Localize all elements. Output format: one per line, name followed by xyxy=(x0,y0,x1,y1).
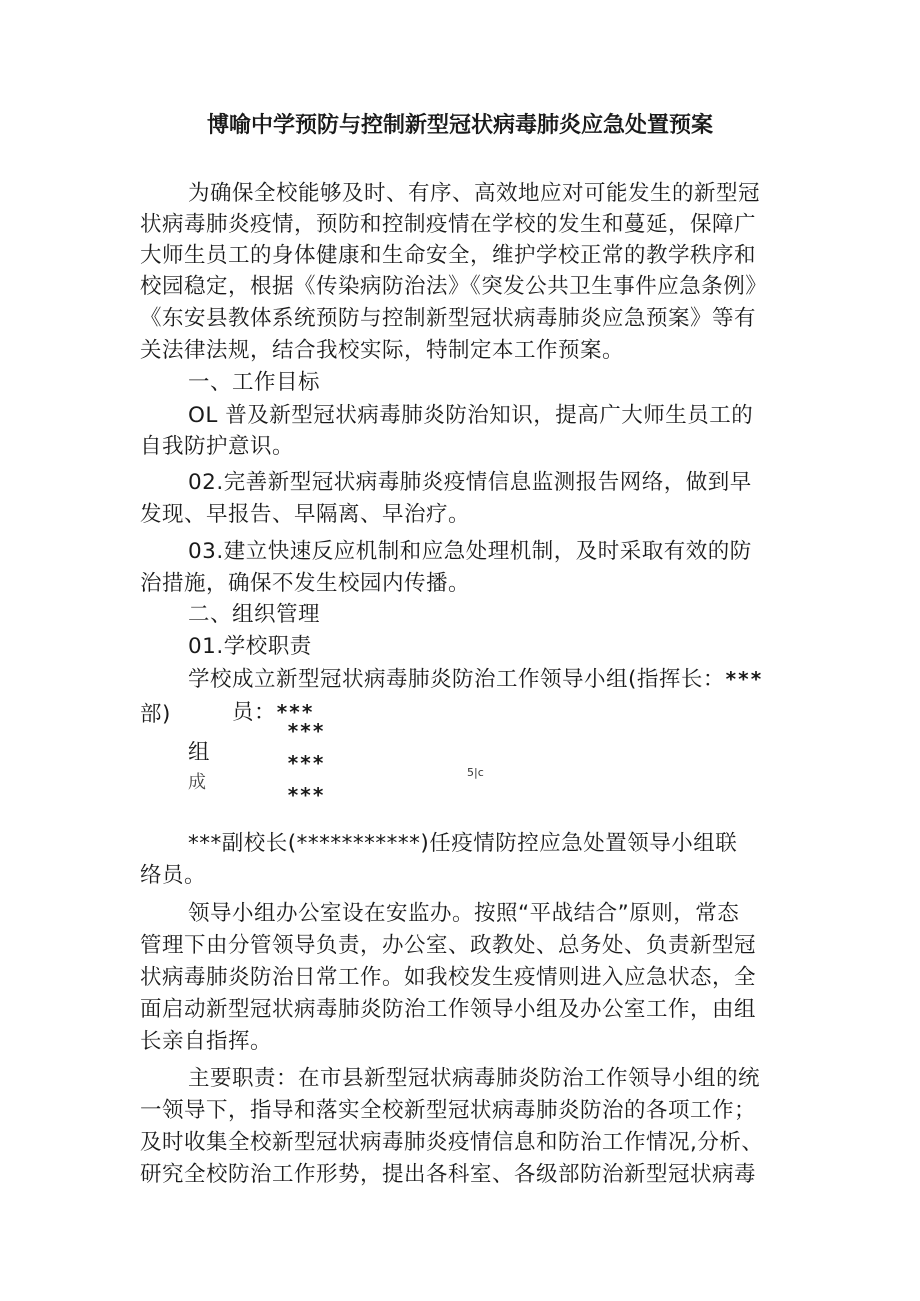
office-line-2: 管理下由分管领导负责，办公室、政教处、总务处、负责新型冠 xyxy=(140,933,757,958)
org-stars-4: *** xyxy=(287,783,325,807)
office-line-3: 状病毒肺炎防治日常工作。如我校发生疫情则进入应急状态，全 xyxy=(140,965,757,990)
intro-line-2: 状病毒肺炎疫情，预防和控制疫情在学校的发生和蔓延，保障广 xyxy=(140,212,757,237)
office-line-1: 领导小组办公室设在安监办。按照“平战结合”原则，常态 xyxy=(188,901,740,926)
org-member-stars: *** xyxy=(276,700,314,724)
liaison-line-1: ***副校长(***********)任疫情防控应急处置领导小组联 xyxy=(188,831,738,856)
org-bu-label: 部) xyxy=(140,702,171,727)
duties-line-4: 研究全校防治工作形势，提出各科室、各级部防治新型冠状病毒 xyxy=(140,1162,757,1187)
duties-line-2: 一领导下，指导和落实全校新型冠状病毒肺炎防治的各项工作； xyxy=(140,1098,757,1123)
org-cheng-label: 成 xyxy=(188,772,207,793)
goal-2-line-2: 发现、早报告、早隔离、早治疗。 xyxy=(140,502,471,527)
intro-line-1: 为确保全校能够及时、有序、高效地应对可能发生的新型冠 xyxy=(188,181,761,206)
org-stars-2: *** xyxy=(287,719,325,743)
duties-line-1: 主要职责：在市县新型冠状病毒肺炎防治工作领导小组的统 xyxy=(188,1066,761,1091)
org-member-text: 员： xyxy=(232,700,277,725)
goal-3-line-2: 治措施，确保不发生校园内传播。 xyxy=(140,571,471,596)
org-leader-stars: *** xyxy=(724,667,763,691)
org-footnote: 5|c xyxy=(467,766,484,779)
intro-line-3: 大师生员工的身体健康和生命安全，维护学校正常的教学秩序和 xyxy=(140,243,757,268)
goal-3-line-1: 03.建立快速反应机制和应急处理机制，及时采取有效的防 xyxy=(188,539,752,564)
office-line-4: 面启动新型冠状病毒肺炎防治工作领导小组及办公室工作，由组 xyxy=(140,997,757,1022)
liaison-line-2: 络员。 xyxy=(140,863,207,888)
org-zu-label: 组 xyxy=(188,740,211,765)
section-heading-organization: 二、组织管理 xyxy=(188,602,321,627)
intro-line-4: 校园稳定，根据《传染病防治法》《突发公共卫生事件应急条例》 xyxy=(140,274,768,299)
duties-line-3: 及时收集全校新型冠状病毒肺炎疫情信息和防治工作情况,分析、 xyxy=(140,1130,764,1155)
goal-1-line-2: 自我防护意识。 xyxy=(140,434,295,459)
subsection-school-duties: 01.学校职责 xyxy=(188,634,312,659)
office-line-5: 长亲自指挥。 xyxy=(140,1029,273,1054)
org-leader-line xyxy=(188,662,763,693)
intro-line-6: 关法律法规，结合我校实际，特制定本工作预案。 xyxy=(140,338,625,363)
intro-line-5: 《东安县教体系统预防与控制新型冠状病毒肺炎应急预案》等有 xyxy=(140,306,757,331)
section-heading-goals: 一、工作目标 xyxy=(188,370,321,395)
goal-1-line-1: OL 普及新型冠状病毒肺炎防治知识，提高广大师生员工的 xyxy=(188,403,754,428)
org-leader-text: 学校成立新型冠状病毒肺炎防治工作领导小组(指挥长： xyxy=(188,667,725,692)
goal-2-line-1: 02.完善新型冠状病毒肺炎疫情信息监测报告网络，做到早 xyxy=(188,470,752,495)
org-stars-3: *** xyxy=(287,751,325,775)
document-title: 博喻中学预防与控制新型冠状病毒肺炎应急处置预案 xyxy=(206,113,713,138)
